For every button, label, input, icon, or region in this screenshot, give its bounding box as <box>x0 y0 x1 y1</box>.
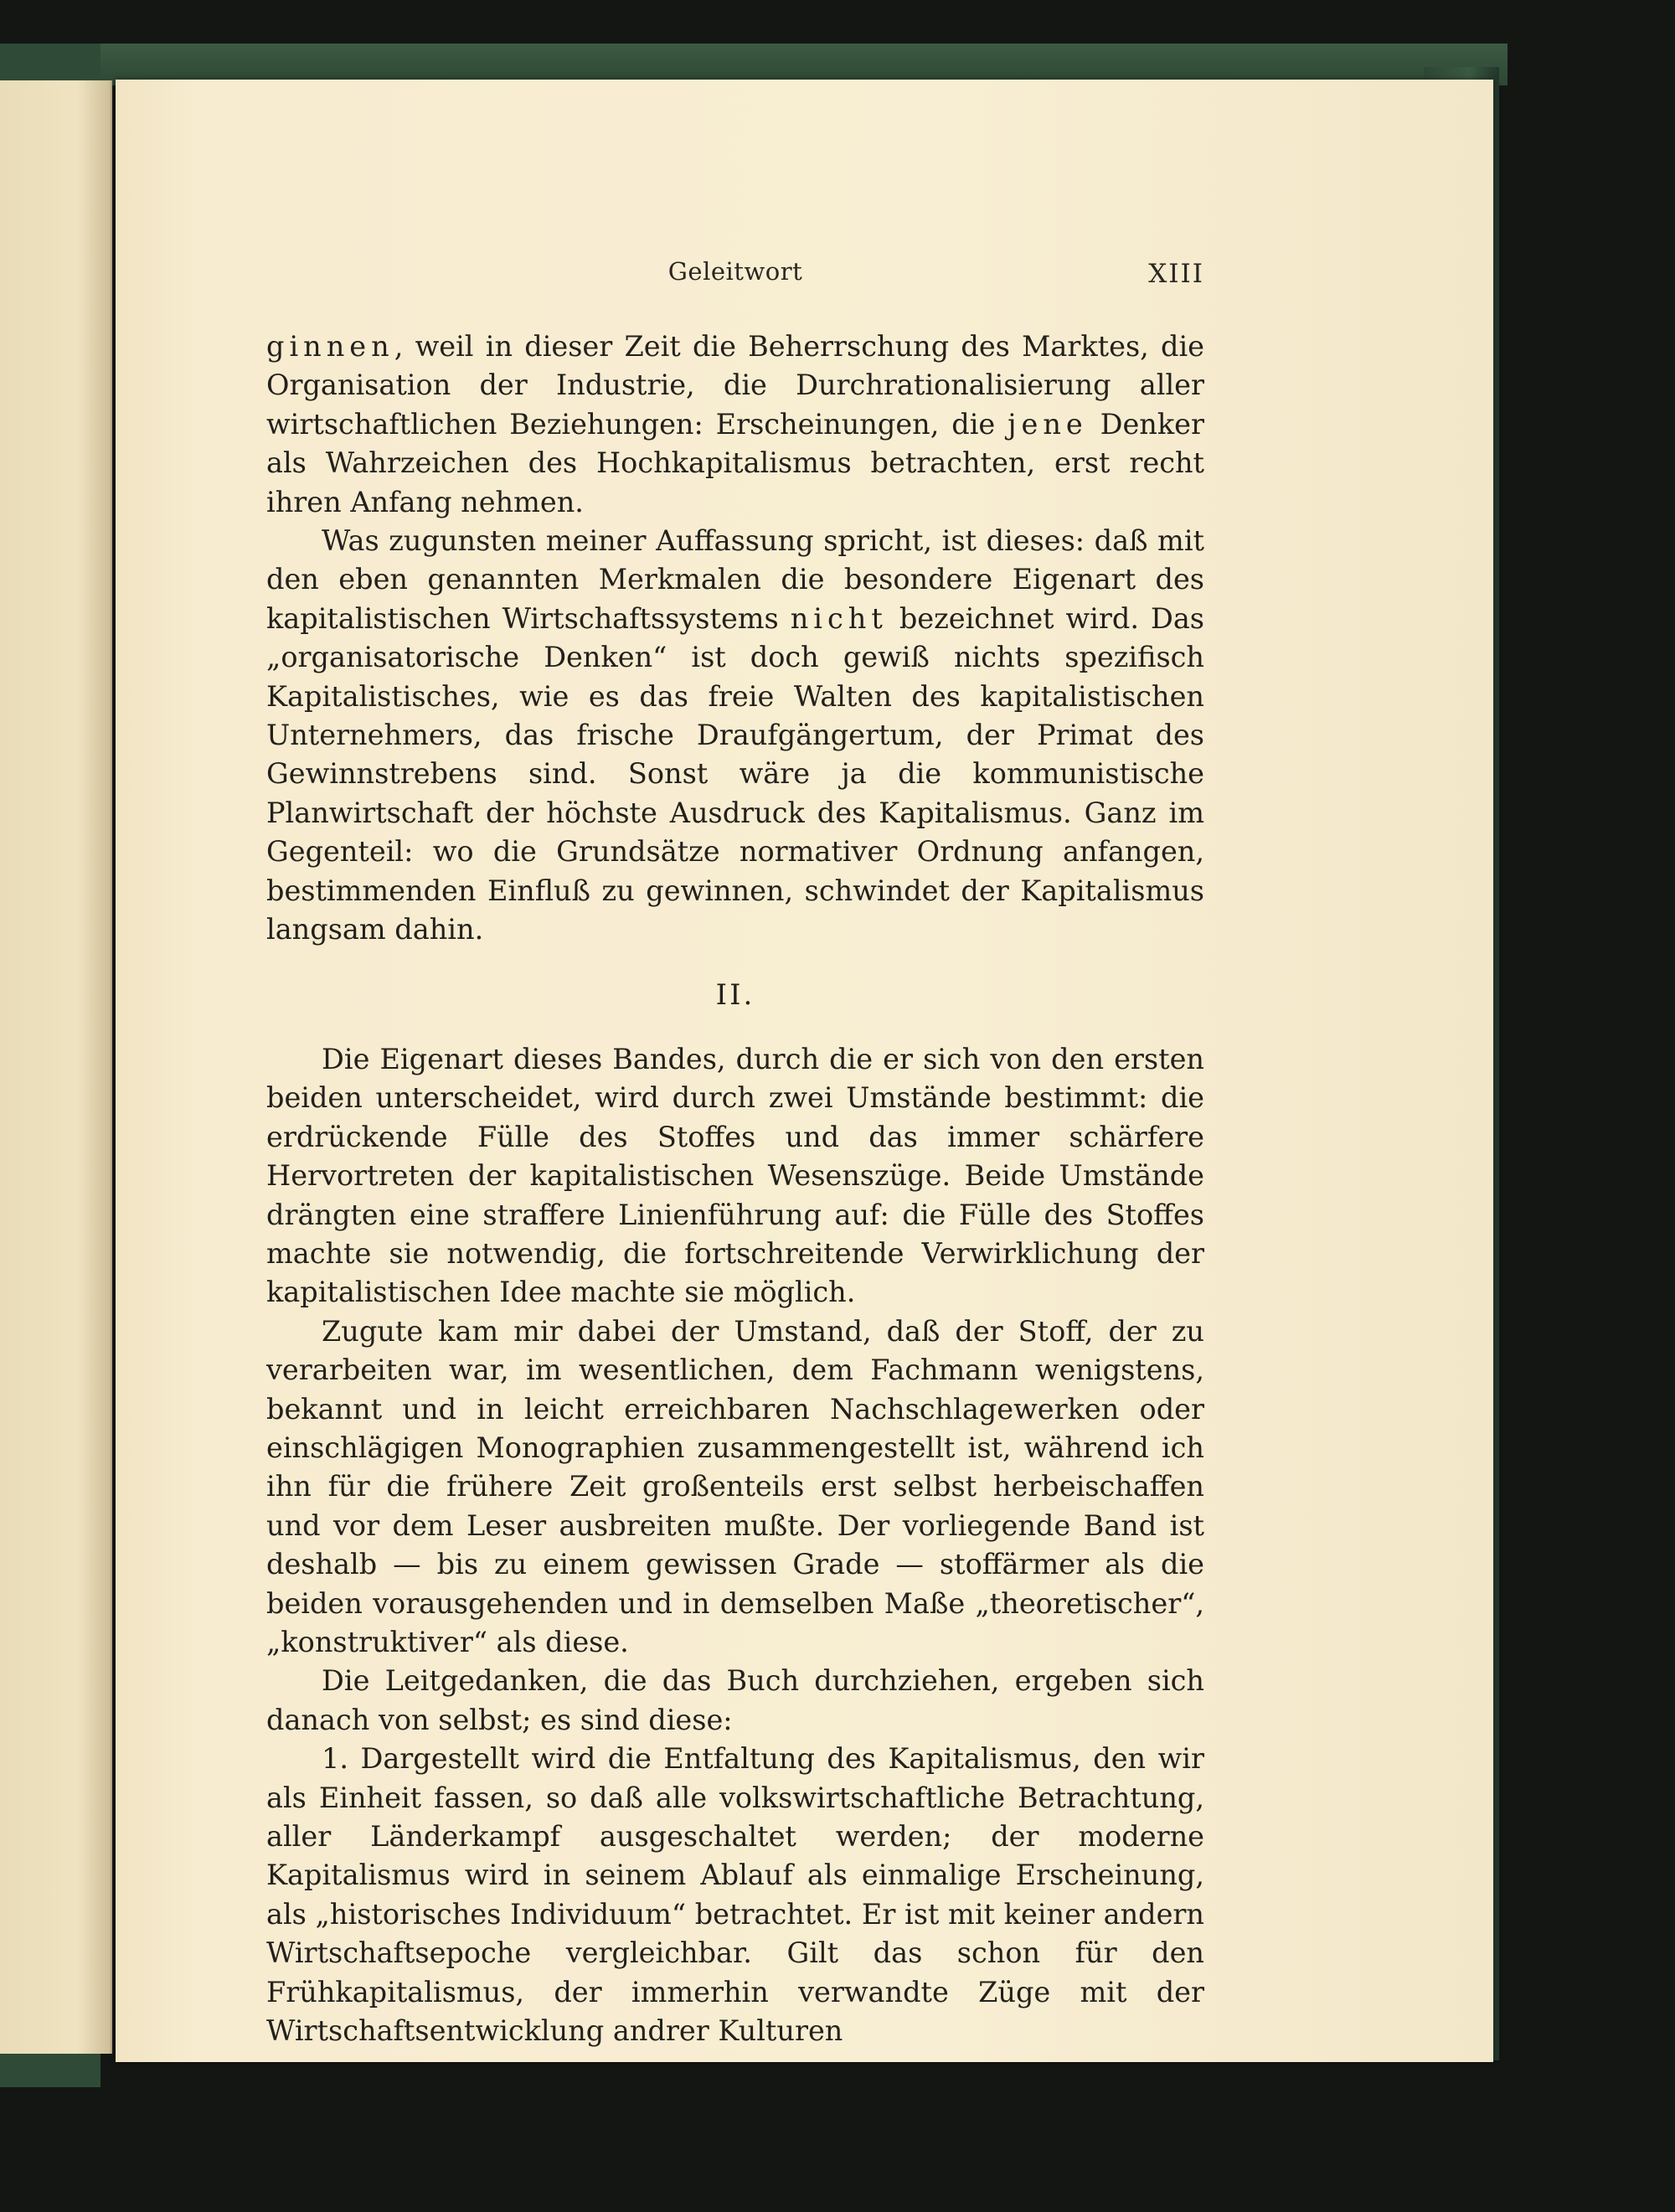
section-heading-ii: II. <box>715 977 755 1012</box>
paragraph-continuation <box>266 327 1204 522</box>
paragraph-2-end: bezeichnet wird. Das „organisatorische Denken“ ist doch gewiß nichts spezifisch Kapitalistisches, wie es das freie Walten des kapitalistischen Unternehmers, das frische Draufgängertum, der Primat des Gewinnstrebens sind. Sonst wäre ja die kommunistische Planwirtschaft der höchste Ausdruck des Kapitalismus. Ganz im Gegenteil: wo die Grundsätze normativer Ordnung anfangen, bestimmenden Einfluß zu gewinnen, schwindet der Kapitalismus langsam dahin. <box>266 601 1205 946</box>
body-text <box>266 327 1204 2050</box>
paragraph-1-end: Denker als Wahrzeichen des Hochkapitalismus betrachten, erst recht ihren Anfang nehmen. <box>266 407 1204 518</box>
paragraph-2-start: Was zugunsten meiner Auffassung spricht, ist dieses: daß mit den eben genannten Merkmalen die besondere Eigenart des kapitalistischen Wirtschaftssystems <box>266 524 1204 635</box>
page-number: XIII <box>1148 259 1204 289</box>
paragraph-5: Die Leitgedanken, die das Buch durchziehen, ergeben sich danach von selbst; es sind diese: <box>266 1664 1204 1736</box>
paragraph-1-text: , weil in dieser Zeit die Beherrschung des Marktes, die Organisation der Industrie, die Durchrationalisierung aller wirtschaftlichen Beziehungen: Erscheinungen, die <box>266 330 1204 441</box>
paragraph-6-list-item-1: 1. Dargestellt wird die Entfaltung des Kapitalismus, den wir als Einheit fassen, so daß alle volkswirtschaftliche Betrachtung, aller Länderkampf ausgeschaltet werden; der moderne Kapitalismus wird in seinem Ablauf als einmalige Erscheinung, als „historisches Individuum“ betrachtet. Er ist mit keiner andern Wirtschaftsepoche vergleichbar. Gilt das schon für den Frühkapitalismus, der immerhin verwandte Züge mit der Wirtschaftsentwicklung andrer Kulturen <box>266 1742 1204 2048</box>
spaced-word-nicht: nicht <box>790 601 888 635</box>
paragraph-4: Zugute kam mir dabei der Umstand, daß der Stoff, der zu verarbeiten war, im wesentlichen, dem Fachmann wenigstens, bekannt und in leicht erreichbaren Nachschlagewerken oder einschlägigen Monographien zusammengestellt ist, während ich ihn für die frühere Zeit großenteils erst selbst herbeischaffen und vor dem Leser ausbreiten mußte. Der vorliegende Band ist deshalb — bis zu einem gewissen Grade — stoffärmer als die beiden vorausgehenden und in demselben Maße „theoretischer“, „konstruktiver“ als diese. <box>266 1314 1204 1658</box>
spaced-word-jene: jene <box>1008 407 1088 441</box>
page-header <box>266 257 1204 294</box>
paragraph-2 <box>266 522 1204 949</box>
spaced-word-ginnen: ginnen <box>266 330 394 363</box>
facing-page-edge <box>0 80 112 2054</box>
running-head: Geleitwort <box>667 257 803 286</box>
paragraph-3: Die Eigenart dieses Bandes, durch die er sich von den ersten beiden unterscheidet, wird durch zwei Umstände bestimmt: die erdrückende Fülle des Stoffes und das immer schärfere Hervortreten der kapitalistischen Wesenszüge. Beide Umstände drängten eine straffere Linienführung auf: die Fülle des Stoffes machte sie notwendig, die fortschreitende Verwirklichung der kapitalistischen Idee machte sie möglich. <box>266 1042 1204 1309</box>
